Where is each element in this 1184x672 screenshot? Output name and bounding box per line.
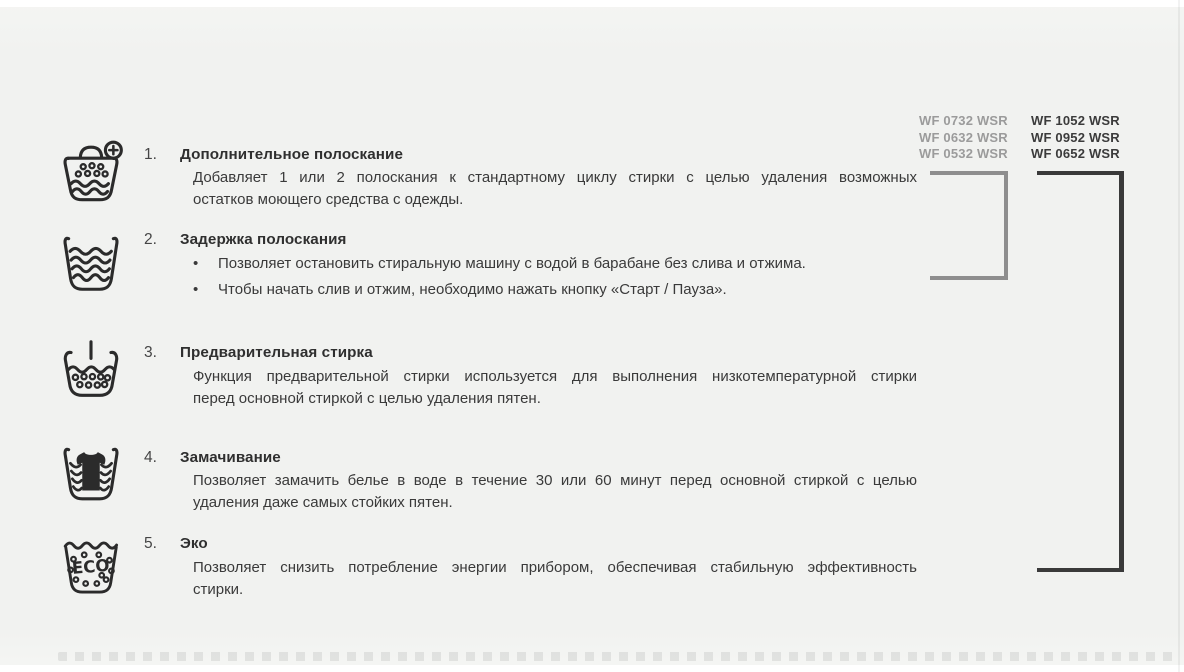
eco-icon xyxy=(56,531,126,601)
feature-title: Предварительная стирка xyxy=(180,344,373,361)
rinse-hold-icon xyxy=(56,228,126,298)
feature-title: Эко xyxy=(180,535,208,552)
feature-bullet: • Чтобы начать слив и отжим, необходимо нажать кнопку «Старт / Пауза». xyxy=(193,281,727,298)
feature-number: 5. xyxy=(144,535,157,552)
feature-description: Позволяет снизить потребление энергии прибором, обеспечивая стабильную эффективность стирки. xyxy=(193,559,917,598)
model-number: WF 1052 WSR xyxy=(1031,113,1120,128)
model-number: WF 0632 WSR xyxy=(919,129,1008,145)
feature-number: 2. xyxy=(144,231,157,248)
feature-number: 1. xyxy=(144,146,157,163)
feature-bullet: • Позволяет остановить стиральную машину с водой в барабане без слива и отжима. xyxy=(193,255,806,272)
feature-description: Позволяет замачить белье в воде в течение 30 или 60 минут перед основной стиркой с целью удаления даже самых стойких пятен. xyxy=(193,472,917,511)
bullet-marker: • xyxy=(193,281,199,298)
page-top-edge xyxy=(0,0,1184,7)
feature-number: 3. xyxy=(144,344,157,361)
feature-description: Функция предварительной стирки используется для выполнения низкотемпературной стирки перед основной стиркой с целью удаления пятен. xyxy=(193,368,917,407)
model-number: WF 0652 WSR xyxy=(1031,146,1120,161)
page-bottom-edge xyxy=(0,665,1184,672)
svg-text:ECO: ECO xyxy=(71,555,111,578)
model-list-other xyxy=(919,113,1008,163)
model-list-applicable xyxy=(1031,113,1120,163)
feature-title: Замачивание xyxy=(180,449,281,466)
model-number: WF 0952 WSR xyxy=(1031,129,1120,145)
feature-title: Задержка полоскания xyxy=(180,231,347,248)
soak-icon xyxy=(56,438,126,508)
model-scope-bracket-dark xyxy=(1037,171,1124,572)
bullet-marker: • xyxy=(193,255,199,272)
feature-description: Добавляет 1 или 2 полоскания к стандартному циклу стирки с целью удаления возможных остатков моющего средства с одежды. xyxy=(193,169,917,208)
page-bottom-ghost-text xyxy=(58,652,1178,661)
model-number: WF 0732 WSR xyxy=(919,113,1008,128)
feature-title: Дополнительное полоскание xyxy=(180,146,404,163)
model-scope-bracket-gray xyxy=(930,171,1008,280)
prewash-icon xyxy=(56,336,126,406)
feature-number: 4. xyxy=(144,449,157,466)
page-edge-shadow xyxy=(1178,0,1180,672)
model-number: WF 0532 WSR xyxy=(919,146,1008,161)
extra-rinse-icon xyxy=(56,138,126,208)
